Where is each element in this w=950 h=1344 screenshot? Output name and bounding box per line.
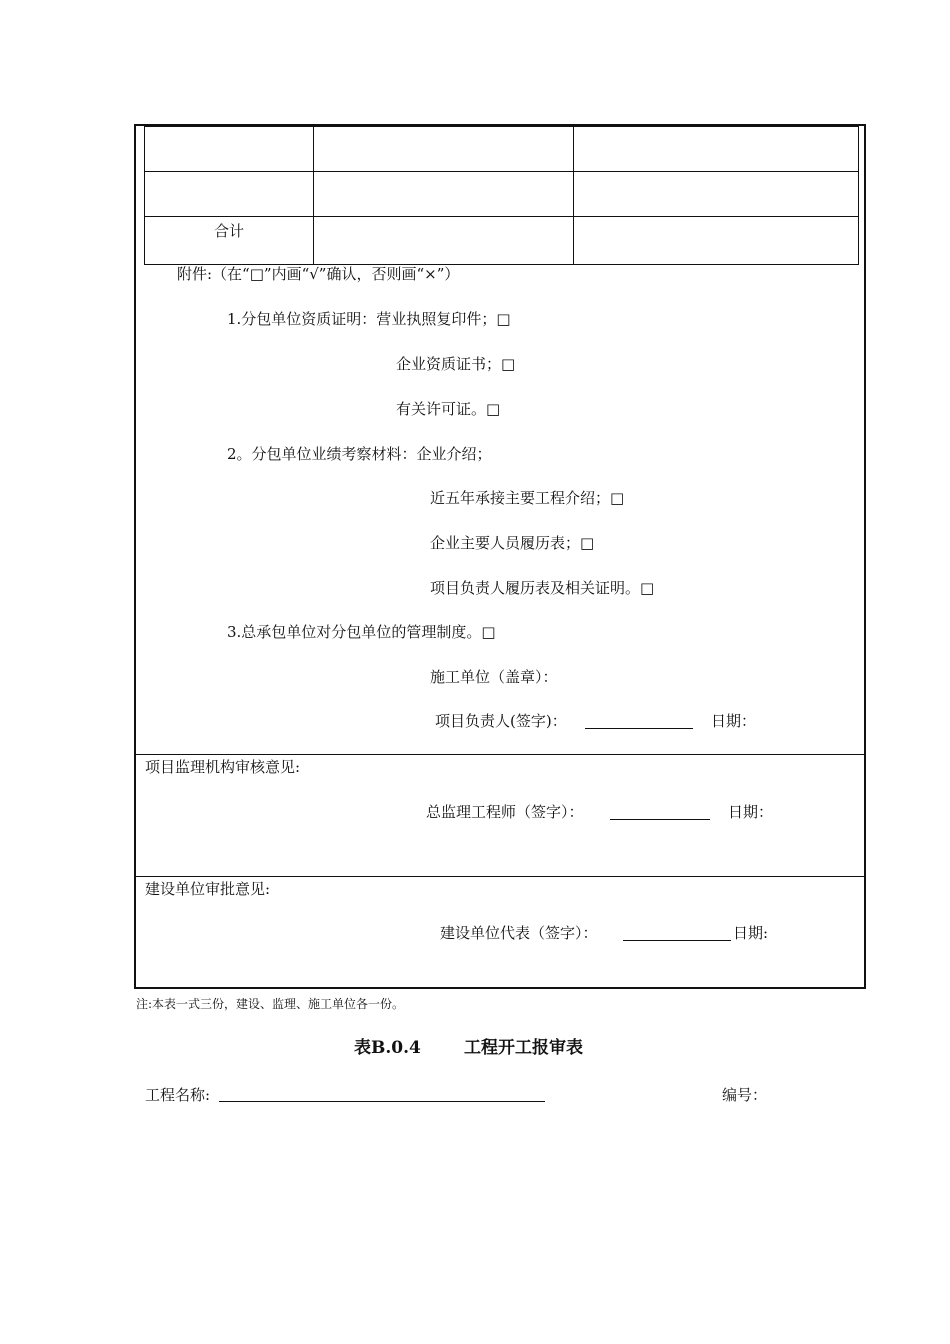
table-cell: [574, 127, 859, 172]
owner-representative-signature-label: 建设单位代表（签字）：: [440, 924, 598, 942]
attachment-item-2: 2。分包单位业绩考察材料：企业介绍；: [227, 445, 492, 463]
attachment-item-2-sub-2: 企业主要人员履历表；□: [430, 534, 595, 552]
owner-approval-title: 建设单位审批意见:: [145, 880, 271, 898]
attachment-item-2-sub-1: 近五年承接主要工程介绍；□: [430, 489, 625, 507]
project-leader-signature-line: [585, 728, 693, 729]
project-leader-date-label: 日期：: [711, 712, 757, 730]
section-divider: [135, 876, 866, 877]
table-cell: [314, 127, 574, 172]
next-form-code: 表B.0.4: [354, 1038, 421, 1058]
table-cell: [314, 172, 574, 217]
table-cell: [314, 217, 574, 265]
chief-supervisor-signature-line: [610, 819, 710, 820]
table-cell: [145, 172, 314, 217]
attachment-item-2-sub-3: 项目负责人履历表及相关证明。□: [430, 579, 655, 597]
form-number-label: 编号：: [722, 1086, 768, 1104]
owner-representative-date-label: 日期:: [733, 924, 769, 942]
attachment-item-3: 3.总承包单位对分包单位的管理制度。□: [227, 623, 496, 641]
next-form-title: 工程开工报审表: [464, 1038, 583, 1058]
project-name-line: [219, 1101, 545, 1102]
attachments-header: 附件:（在“□”内画“√”确认，否则画“×”）: [177, 265, 460, 283]
table-row: [145, 172, 859, 217]
owner-representative-signature-line: [623, 940, 731, 941]
table-cell: [574, 217, 859, 265]
table-cell: [145, 127, 314, 172]
attachment-item-1-sub-2: 有关许可证。□: [396, 400, 501, 418]
table-row: [145, 217, 859, 265]
section-divider: [135, 754, 866, 755]
attachment-item-1-sub-1: 企业资质证书；□: [396, 355, 516, 373]
table-row: [145, 127, 859, 172]
table-cell: [574, 172, 859, 217]
supervision-opinion-title: 项目监理机构审核意见:: [145, 758, 301, 776]
chief-supervisor-signature-label: 总监理工程师（签字）：: [426, 803, 584, 821]
form-note: 注:本表一式三份，建设、监理、施工单位各一份。: [136, 997, 405, 1011]
project-name-label: 工程名称:: [145, 1086, 211, 1104]
total-label-cell: 合计: [145, 217, 314, 265]
subcontract-table: [144, 126, 859, 265]
chief-supervisor-date-label: 日期：: [728, 803, 774, 821]
project-leader-signature-label: 项目负责人(签字)：: [435, 712, 567, 730]
attachment-item-1: 1.分包单位资质证明：营业执照复印件；□: [227, 310, 511, 328]
construction-unit-seal-label: 施工单位（盖章）：: [430, 668, 558, 686]
